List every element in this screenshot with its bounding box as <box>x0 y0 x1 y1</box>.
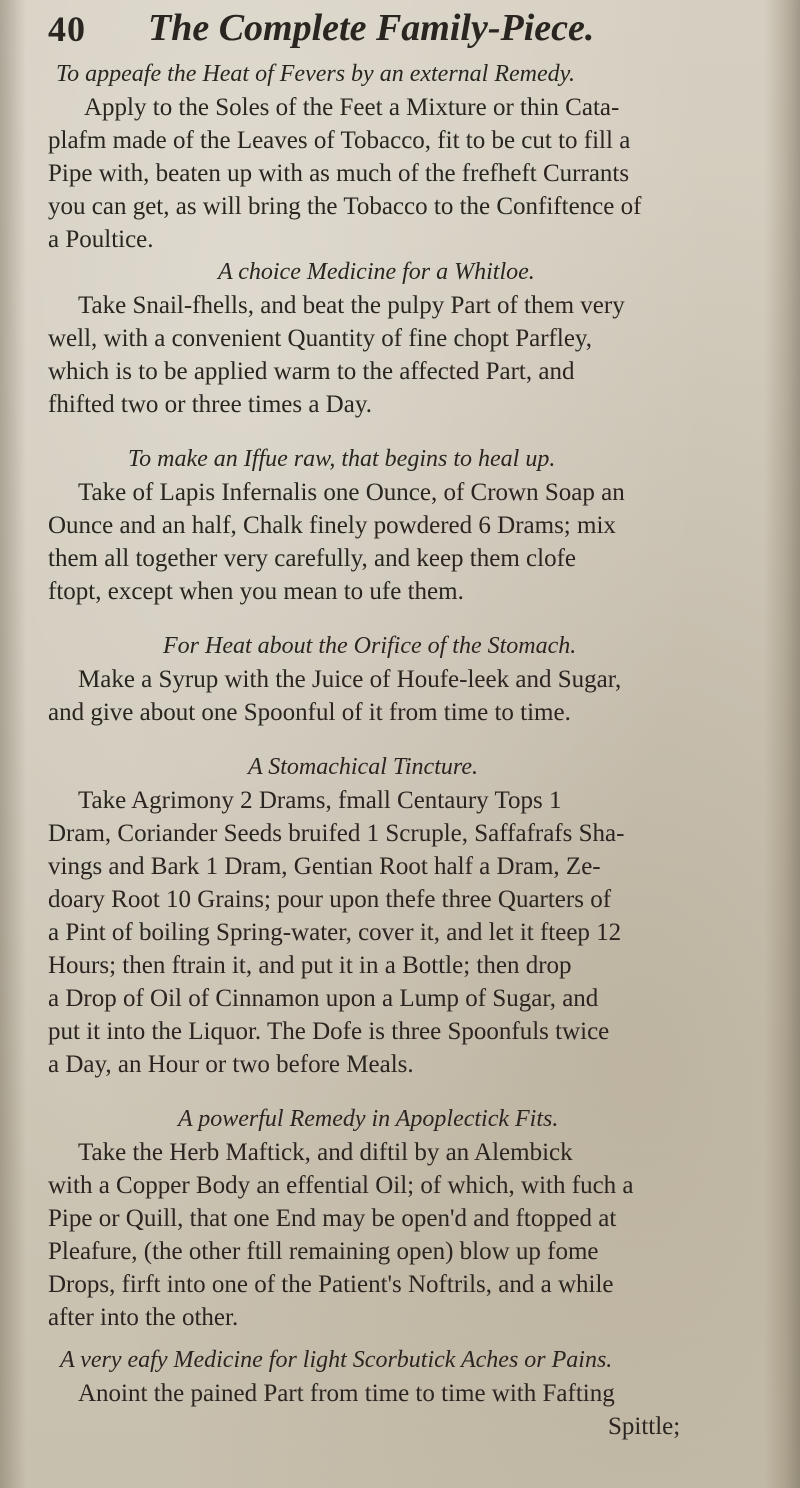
text-line: Drops, firft into one of the Patient's Noftrils, and a while <box>48 1271 614 1298</box>
text-line: you can get, as will bring the Tobacco to the Confiftence of <box>48 193 642 220</box>
text-line: which is to be applied warm to the affected Part, and <box>48 358 575 385</box>
text-line: them all together very carefully, and keep them clofe <box>48 545 577 572</box>
text-line: Ounce and an half, Chalk finely powdered 6 Drams; mix <box>48 512 616 539</box>
text-line: Anoint the pained Part from time to time with Fafting <box>78 1380 615 1407</box>
text-line: and give about one Spoonful of it from time to time. <box>48 699 571 726</box>
text-line: Pipe or Quill, that one End may be open'd and ftopped at <box>48 1205 617 1232</box>
page-shadow-right <box>764 0 800 1488</box>
recipe-scorbutick <box>48 1344 748 1443</box>
running-title: The Complete Family-Piece. <box>148 7 595 49</box>
text-line: Pipe with, beaten up with as much of the frefheft Currants <box>48 160 630 187</box>
text-line: Make a Syrup with the Juice of Houfe-leek and Sugar, <box>78 666 622 693</box>
recipe-tincture <box>48 751 748 1081</box>
text-line: a Poultice. <box>48 226 154 253</box>
text-line: a Drop of Oil of Cinnamon upon a Lump of Sugar, and <box>48 985 599 1012</box>
text-line: Take Snail-fhells, and beat the pulpy Part of them very <box>78 292 625 319</box>
text-line: a Pint of boiling Spring-water, cover it, and let it fteep 12 <box>48 919 622 946</box>
text-line: Take the Herb Maftick, and diftil by an Alembick <box>78 1139 573 1166</box>
text-line: plafm made of the Leaves of Tobacco, fit to be cut to fill a <box>48 127 631 154</box>
text-line: put it into the Liquor. The Dofe is three Spoonfuls twice <box>48 1018 610 1045</box>
page-number: 40 <box>48 9 86 49</box>
text-line: with a Copper Body an effential Oil; of which, with fuch a <box>48 1172 634 1199</box>
text-line: Hours; then ftrain it, and put it in a Bottle; then drop <box>48 952 572 979</box>
text-line: Take of Lapis Infernalis one Ounce, of Crown Soap an <box>78 479 625 506</box>
text-line: Dram, Coriander Seeds bruifed 1 Scruple, Saffafrafs Sha- <box>48 820 625 847</box>
recipe-heading: A powerful Remedy in Apoplectick Fits. <box>178 1106 559 1132</box>
text-line: Pleafure, (the other ftill remaining open) blow up fome <box>48 1238 599 1265</box>
text-line: fhifted two or three times a Day. <box>48 391 372 418</box>
recipe-heading: A Stomachical Tincture. <box>248 754 478 780</box>
recipe-iffue <box>48 443 748 608</box>
recipe-fevers <box>48 58 748 256</box>
recipe-whitloe <box>48 256 748 421</box>
recipe-heading: To appeafe the Heat of Fevers by an external Remedy. <box>56 61 575 87</box>
page-body <box>48 58 748 1443</box>
text-line: doary Root 10 Grains; pour upon thefe three Quarters of <box>48 886 612 913</box>
text-line: ftopt, except when you mean to ufe them. <box>48 578 464 605</box>
recipe-apoplectick <box>48 1103 748 1334</box>
text-line: Take Agrimony 2 Drams, fmall Centaury Tops 1 <box>78 787 562 814</box>
page-shadow-left <box>0 0 26 1488</box>
recipe-stomach-heat <box>48 630 748 729</box>
recipe-heading: A choice Medicine for a Whitloe. <box>218 259 535 285</box>
text-line: vings and Bark 1 Dram, Gentian Root half a Dram, Ze- <box>48 853 601 880</box>
recipe-heading: For Heat about the Orifice of the Stomach. <box>163 633 577 659</box>
text-line: well, with a convenient Quantity of fine chopt Parfley, <box>48 325 593 352</box>
text-line: after into the other. <box>48 1304 239 1331</box>
recipe-heading: A very eafy Medicine for light Scorbutick Aches or Pains. <box>60 1347 613 1373</box>
page-header <box>48 6 688 50</box>
text-line: a Day, an Hour or two before Meals. <box>48 1051 414 1078</box>
text-line: Spittle; <box>608 1413 681 1440</box>
recipe-heading: To make an Iffue raw, that begins to heal up. <box>128 446 556 472</box>
text-line: Apply to the Soles of the Feet a Mixture or thin Cata- <box>84 94 620 121</box>
